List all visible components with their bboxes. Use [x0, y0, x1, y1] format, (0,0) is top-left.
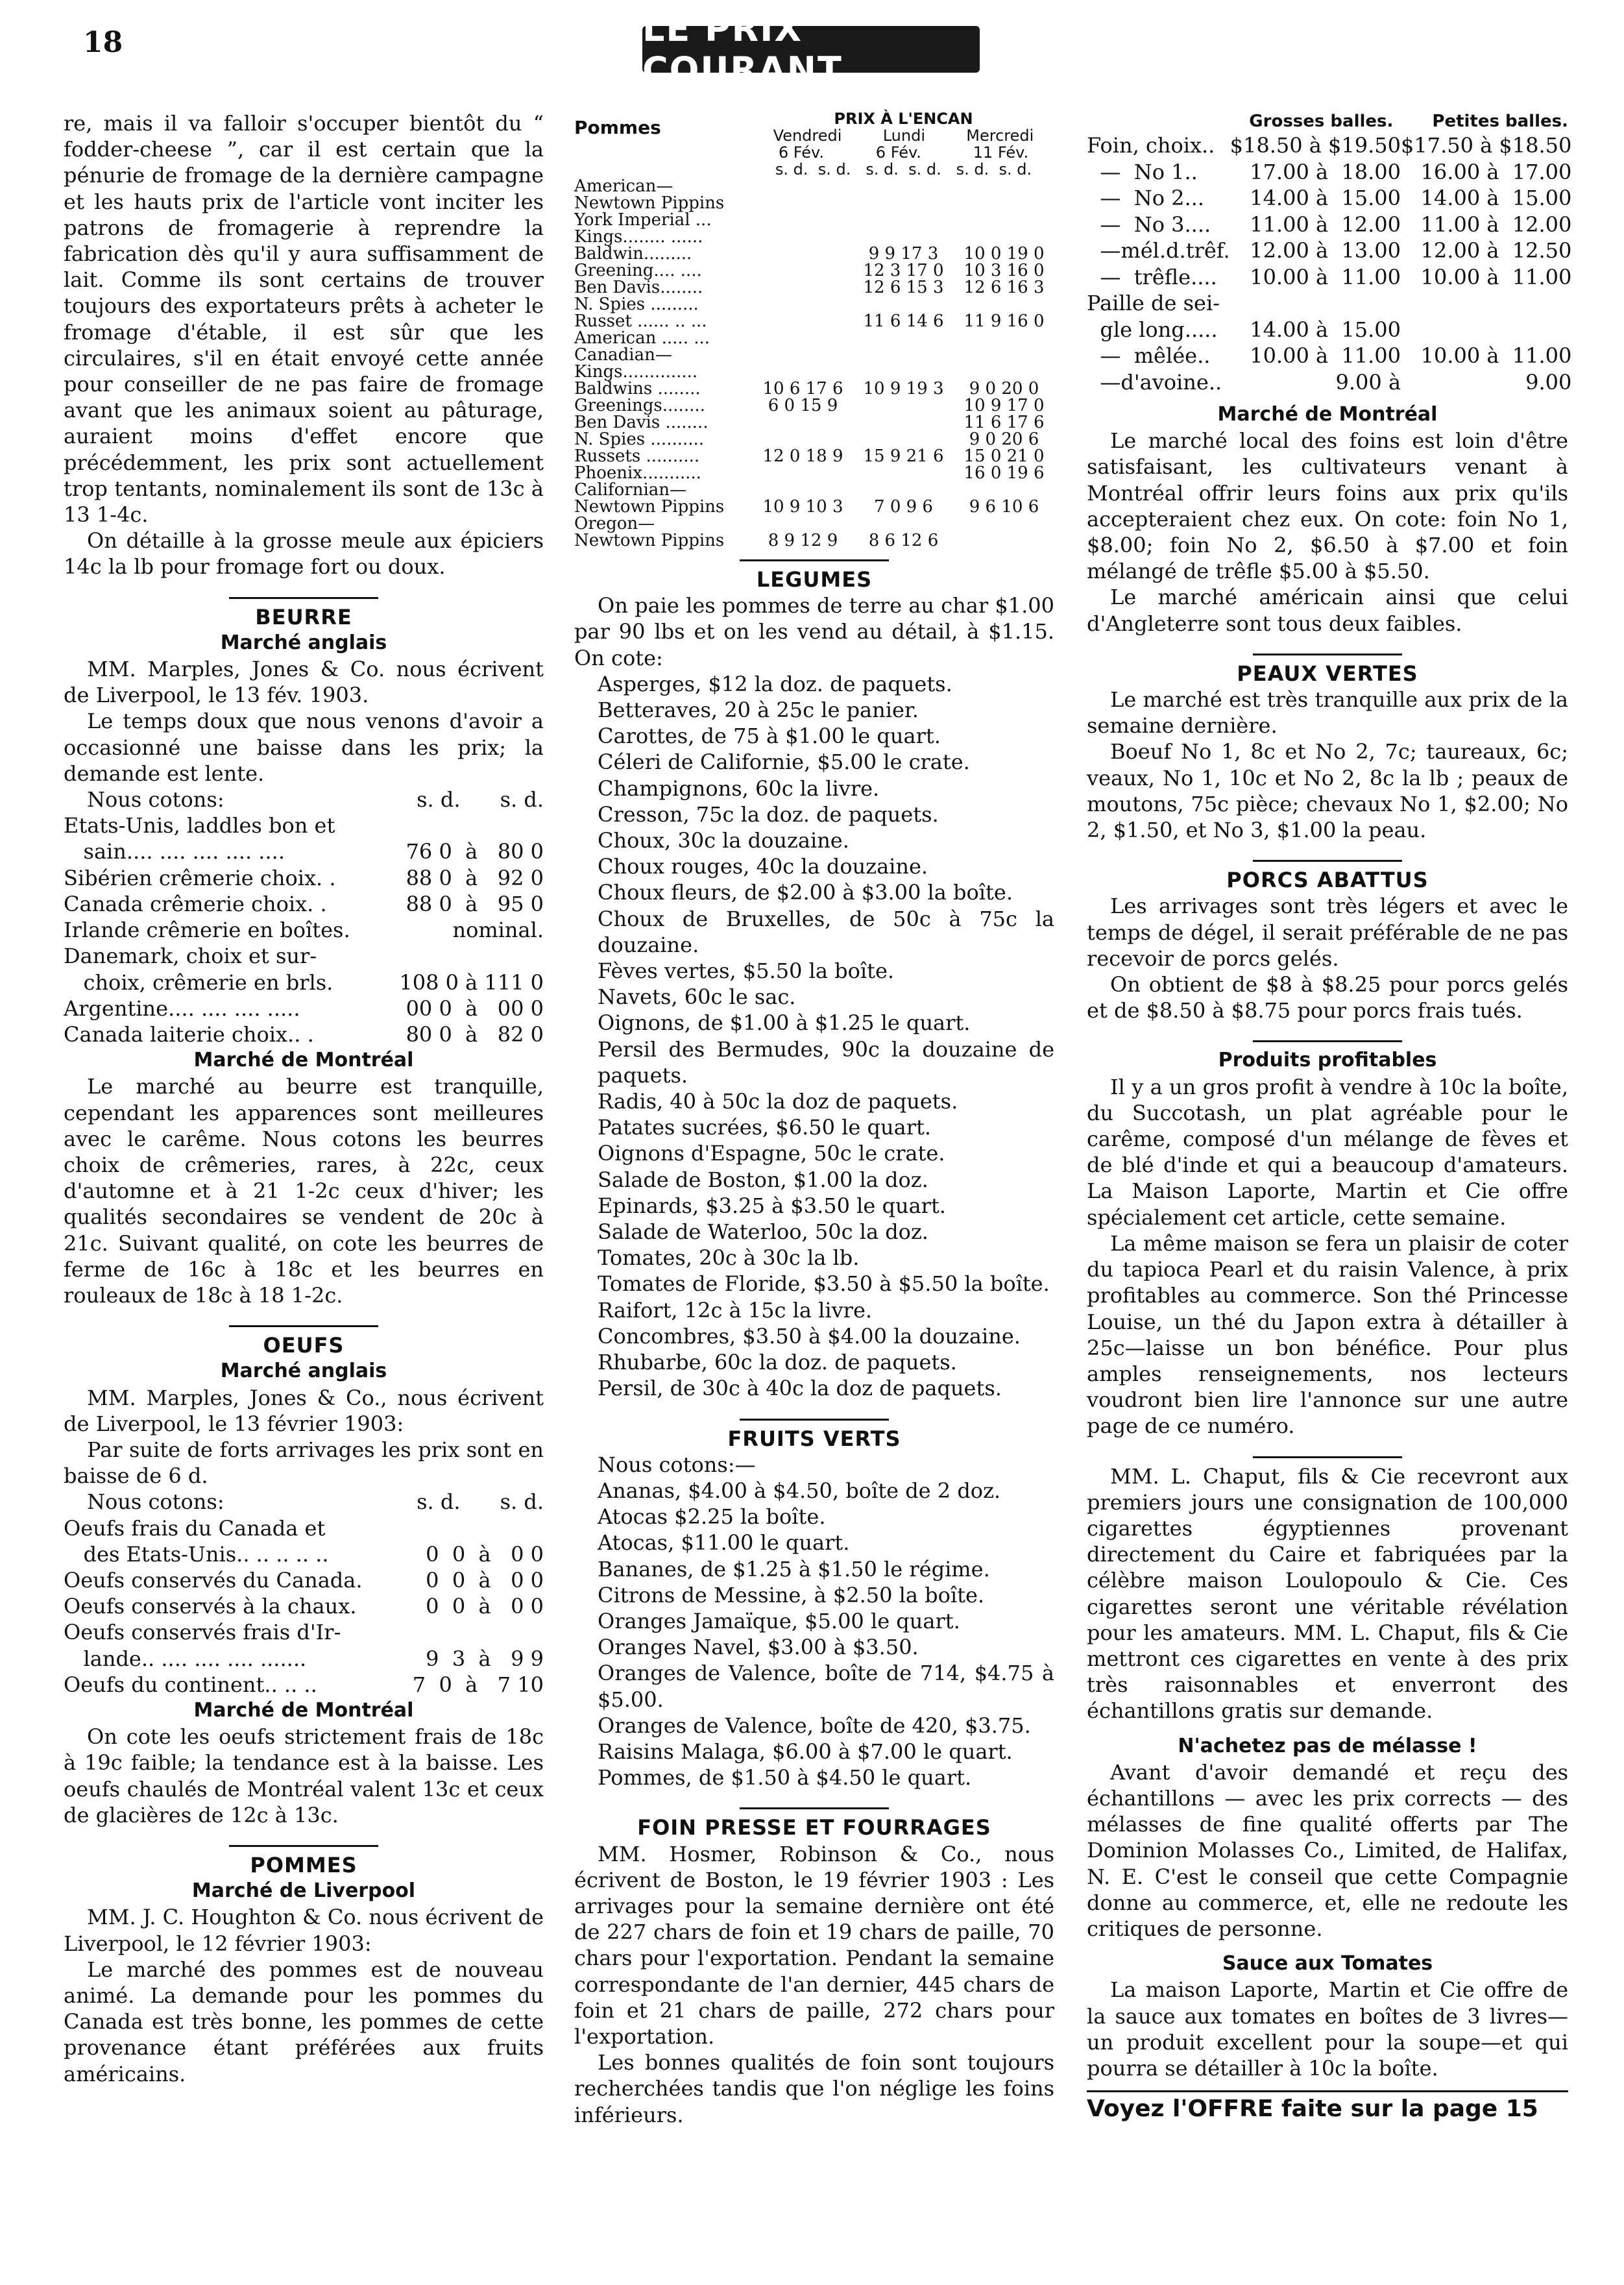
- hay-price: [1401, 317, 1571, 343]
- fruits-intro: Nous cotons:—: [598, 1452, 756, 1477]
- hay-row: [1087, 238, 1571, 264]
- apple-row: [574, 347, 1054, 363]
- column-3: [1087, 110, 1572, 2123]
- hay-price: 14.00 à 15.00: [1250, 317, 1401, 342]
- porcs-prices: On obtient de $8 à $8.25 pour porcs gelés et de $8.50 à $8.75 pour porcs frais tués.: [1087, 972, 1568, 1023]
- apple-row: [574, 448, 1054, 465]
- hay-price: 14.00 à 15.00: [1250, 186, 1401, 210]
- legumes-list: [574, 671, 1054, 1402]
- apple-price-cell: [853, 212, 954, 228]
- apple-price-cell: [853, 347, 954, 363]
- legume-item: Rhubarbe, 60c la doz. de paquets.: [598, 1350, 957, 1375]
- apple-price-cell: [853, 482, 954, 498]
- column-1: [64, 110, 544, 2087]
- hay-price: 10.00 à 11.00: [1250, 264, 1401, 289]
- apple-price-cell: 9 6 10 6: [969, 497, 1039, 517]
- apple-row: [574, 431, 1054, 448]
- fruit-item: Pommes, de $1.50 à $4.50 le quart.: [598, 1765, 972, 1790]
- fruit-item: Oranges de Valence, boîte de 420, $3.75.: [598, 1713, 1031, 1738]
- oeufs-letter: MM. Marples, Jones & Co., nous écrivent de Liverpool, le 13 février 1903:: [64, 1385, 544, 1436]
- legume-item: Navets, 60c le sac.: [598, 984, 796, 1010]
- apple-variety: Kings..............: [574, 362, 698, 382]
- apple-price-cell: [954, 532, 1054, 549]
- apple-variety: Californian—: [574, 480, 687, 500]
- divider: [1253, 860, 1402, 862]
- hay-grade: gle long.....: [1087, 317, 1218, 342]
- pommes-liverpool-market: Marché de Liverpool: [191, 1879, 416, 1903]
- apple-price-cell: [753, 279, 853, 296]
- oeufs-units: s. d. s. d.: [417, 1489, 544, 1515]
- apple-row: [574, 532, 1054, 549]
- legume-item: Oignons d'Espagne, 50c le crate.: [598, 1141, 945, 1166]
- apple-price-cell: [753, 431, 853, 448]
- apple-price-cell: [753, 482, 853, 498]
- hay-price: 11.00 à 12.00: [1250, 212, 1401, 237]
- apple-price-cell: [954, 228, 1054, 245]
- apple-price-cell: [753, 195, 853, 212]
- legume-item: Choux de Bruxelles, de 50c à 75c la douzaine.: [598, 906, 1054, 957]
- hay-price: 17.00 à 18.00: [1250, 159, 1401, 184]
- apple-price-cell: 9 0 20 0: [969, 379, 1039, 398]
- peaux-heading: PEAUX VERTES: [1237, 661, 1418, 686]
- oeufs-montreal-market: Marché de Montréal: [193, 1698, 414, 1722]
- cheese-text: re, mais il va falloir s'occuper bientôt du “ fodder-cheese ”, car il est certain que la pénurie de fromage de la dernière campagne et les hauts prix de l'article vont inciter les patrons de fromagerie à reprendre la fabrication dès qu'il y aura suffisamment de lait. Comme ils sont certains de trouver toujours des exportateurs prêts à acheter le fromage d'étable, il est sûr que les circulaires, s'il en était envoyé cette année pour conseiller de ne pas faire de fromage avant que les animaux soient au pâturage, auraient moins d'effet encore que précédemment, les prix sont actuellement trop tentants, nominalement ils sont de 13c à 13 1-4c.: [64, 111, 544, 528]
- apple-variety: Phoenix...........: [574, 463, 701, 483]
- oeufs-heading: OEUFS: [263, 1333, 345, 1358]
- beurre-weather: Le temps doux que nous venons d'avoir a occasionné une baisse dans les prix; la demande est lente.: [64, 709, 544, 786]
- apple-variety: American—: [574, 177, 673, 196]
- apple-price-cell: [853, 465, 954, 482]
- legume-item: Raifort, 12c à 15c la livre.: [598, 1297, 873, 1323]
- legume-item: Radis, 40 à 50c la doz de paquets.: [598, 1089, 958, 1114]
- legume-item: Betteraves, 20 à 25c le panier.: [598, 698, 919, 723]
- hay-price: 9.00 à: [1335, 369, 1401, 395]
- legumes-heading: LEGUMES: [756, 567, 873, 592]
- legume-item: Concombres, $3.50 à $4.00 la douzaine.: [598, 1323, 1021, 1349]
- price-row: Canada laiterie choix.. . 80 0 à 82 0: [64, 1021, 544, 1047]
- divider: [1253, 1040, 1402, 1042]
- apple-price-cell: 16 0 19 6: [963, 463, 1045, 483]
- hay-row: [1087, 369, 1571, 396]
- apple-price-cell: 12 6 15 3: [863, 278, 944, 297]
- beurre-montreal-text: Le marché au beurre est tranquille, cependant les apparences sont meilleures avec le carême. Nous cotons les beurres choix de crêmeries, rares, à 22c, ceux d'automne et à 21 1-2c ceux d'hiver; les qualités secondaires se vendent de 20c à 21c. Suivant qualité, on cote les beurres de ferme de 16c à 18c et les beurres en rouleaux de 18c à 18 1-2c.: [64, 1074, 544, 1308]
- beurre-cotons: Nous cotons:: [87, 787, 224, 813]
- fruit-item: Raisins Malaga, $6.00 à $7.00 le quart.: [598, 1739, 1013, 1764]
- apple-row: [574, 363, 1054, 380]
- apple-price-cell: 8 9 12 9: [768, 531, 838, 550]
- apple-row: [574, 296, 1054, 313]
- divider: [1253, 1456, 1402, 1458]
- apple-price-cell: [954, 363, 1054, 380]
- apple-price-cell: [853, 414, 954, 431]
- date-header: 6 Fév.: [875, 143, 921, 162]
- page-number: 18: [83, 26, 123, 59]
- date-header: 11 Fév.: [973, 143, 1029, 162]
- oeufs-english-market: Marché anglais: [220, 1360, 387, 1383]
- apple-price-cell: [753, 330, 853, 347]
- apple-row: [574, 414, 1054, 431]
- foin-heading: FOIN PRESSE ET FOURRAGES: [637, 1815, 991, 1840]
- apple-row: [574, 228, 1054, 245]
- porcs-text: Les arrivages sont très légers et avec le temps de dégel, il serait préférable de ne pas recevoir de porcs gelés.: [1087, 894, 1568, 971]
- hay-price: [1230, 290, 1401, 317]
- apple-price-cell: 8 6 12 6: [868, 531, 939, 550]
- apple-price-cell: [954, 195, 1054, 212]
- apple-price-cell: [753, 347, 853, 363]
- offer-footer-link[interactable]: Voyez l'OFFRE faite sur la page 15: [1087, 2090, 1568, 2122]
- apple-price-cell: 10 9 19 3: [863, 379, 944, 398]
- apple-price-cell: [954, 482, 1054, 498]
- peaux-prices: Boeuf No 1, 8c et No 2, 7c; taureaux, 6c; veaux, No 1, 10c et No 2, 8c la lb ; peaux de moutons, 75c pièce; chevaux No 1, $2.00; No 2, $1.50, et No 3, $1.00 la peau.: [1087, 739, 1568, 843]
- legume-item: Persil des Bermudes, 90c la douzaine de paquets.: [598, 1036, 1054, 1088]
- hay-row: [1087, 212, 1571, 238]
- legume-item: Champignons, 60c la livre.: [598, 776, 880, 801]
- hay-grade: — trêfle....: [1087, 264, 1217, 289]
- apple-row: [574, 380, 1054, 397]
- apple-variety: Baldwin.........: [574, 244, 692, 263]
- apple-variety: Canadian—: [574, 345, 672, 365]
- price-row: Etats-Unis, laddles bon et: [64, 813, 335, 838]
- day-header: Vendredi: [773, 127, 842, 145]
- apple-price-cell: 15 0 21 0: [963, 446, 1045, 466]
- legume-item: Epinards, $3.25 à $3.50 le quart.: [598, 1193, 946, 1218]
- apple-price-cell: [753, 178, 853, 195]
- price-row: des Etats-Unis.. .. .. .. .. 0 0 à 0 0: [64, 1541, 544, 1567]
- apple-price-cell: [753, 363, 853, 380]
- apple-variety: Greenings........: [574, 396, 705, 415]
- apple-variety: Russets ..........: [574, 446, 700, 466]
- apple-variety: Newtown Pippins: [574, 531, 725, 550]
- fruit-item: Oranges Jamaïque, $5.00 le quart.: [598, 1608, 960, 1633]
- legume-item: Salade de Waterloo, 50c la doz.: [598, 1219, 928, 1245]
- masthead-logo: LE PRIX COURANT: [642, 26, 980, 73]
- sauce-text: La maison Laporte, Martin et Cie offre de la sauce aux tomates en boîtes de 3 livres—un produit excellent pour la soupe—et qui pourra se détailler à 10c la boîte.: [1087, 1977, 1568, 2081]
- peaux-text: Le marché est très tranquille aux prix de la semaine dernière.: [1087, 687, 1568, 739]
- price-row: choix, crêmerie en brls. 108 0 à 111 0: [64, 970, 544, 995]
- apple-variety: York Imperial ...: [574, 210, 712, 230]
- apple-price-cell: 11 6 17 6: [963, 413, 1045, 432]
- oeufs-text: Par suite de forts arrivages les prix sont en baisse de 6 d.: [64, 1437, 544, 1489]
- apple-price-cell: 10 3 16 0: [963, 261, 1045, 280]
- oeufs-price-list: [64, 1515, 544, 1698]
- apple-price-cell: [954, 178, 1054, 195]
- apple-row: [574, 195, 1054, 212]
- oeufs-cotons-row: [64, 1489, 544, 1515]
- hay-price: $17.50 à $18.50: [1401, 133, 1572, 158]
- legume-item: Fèves vertes, $5.50 la boîte.: [598, 959, 895, 984]
- legumes-intro: On paie les pommes de terre au char $1.00 par 90 lbs et on les vend au détail, à $1.15. On cote:: [574, 593, 1054, 670]
- hay-row: [1087, 185, 1571, 212]
- sauce-heading: Sauce aux Tomates: [1222, 1952, 1433, 1975]
- apple-variety: Kings........ ......: [574, 227, 703, 247]
- hay-grade: Paille de sei-: [1087, 291, 1220, 315]
- beurre-montreal-market: Marché de Montréal: [193, 1049, 414, 1072]
- legume-item: Asperges, $12 la doz. de paquets.: [598, 671, 952, 696]
- oeufs-montreal-text: On cote les oeufs strictement frais de 18c à 19c faible; la tendance est à la baisse. Les oeufs chaulés de Montréal valent 13c et ceux de glacières de 12c à 13c.: [64, 1724, 544, 1827]
- price-row: Argentine.... .... .... ..... 00 0 à 00 0: [64, 996, 544, 1021]
- apple-auction-table: [574, 110, 1054, 549]
- beurre-letter: MM. Marples, Jones & Co. nous écrivent de Liverpool, le 13 fév. 1903.: [64, 657, 544, 708]
- hay-price: 16.00 à 17.00: [1420, 159, 1572, 184]
- apple-price-cell: [853, 178, 954, 195]
- price-row: Irlande crêmerie en boîtes. nominal.: [64, 918, 544, 943]
- apple-price-cell: [954, 330, 1054, 347]
- apple-price-cell: [753, 212, 853, 228]
- apple-variety: Oregon—: [574, 514, 655, 533]
- apple-price-cell: 12 3 17 0: [863, 261, 944, 280]
- apple-price-cell: [853, 296, 954, 313]
- foin-market-weak-text: Le marché américain ainsi que celui d'Angleterre sont tous deux faibles.: [1087, 585, 1568, 636]
- pommes-heading: POMMES: [250, 1853, 358, 1877]
- apple-variety: Newtown Pippins: [574, 497, 725, 517]
- hay-grade: Foin, choix..: [1087, 133, 1215, 158]
- legume-item: Tomates, 20c à 30c la lb.: [598, 1245, 860, 1271]
- price-row: Oeufs frais du Canada et: [64, 1515, 326, 1541]
- apple-row: [574, 498, 1054, 515]
- apple-row: [574, 482, 1054, 498]
- legume-item: Choux rouges, 40c la douzaine.: [598, 854, 928, 879]
- price-row: Danemark, choix et sur-: [64, 944, 317, 969]
- apple-row: [574, 313, 1054, 330]
- hay-row: [1087, 264, 1571, 291]
- apple-price-cell: 11 9 16 0: [963, 312, 1045, 331]
- divider: [740, 1419, 889, 1421]
- oeufs-cotons: Nous cotons:: [87, 1489, 224, 1515]
- hay-price: [1401, 290, 1571, 317]
- apple-price-cell: [853, 431, 954, 448]
- legume-item: Oignons, de $1.00 à $1.25 le quart.: [598, 1010, 971, 1036]
- price-row: Oeufs du continent.. .. .. 7 0 à 7 10: [64, 1672, 544, 1697]
- apple-variety: N. Spies .........: [574, 295, 699, 314]
- foin-quality-text: Les bonnes qualités de foin sont toujours recherchées tandis que l'on néglige les foins inférieurs.: [574, 2050, 1054, 2127]
- apple-variety: Ben Davis ........: [574, 413, 709, 432]
- apple-price-cell: 10 9 17 0: [963, 396, 1045, 415]
- apple-price-cell: 6 0 15 9: [768, 396, 838, 415]
- apple-price-cell: [853, 397, 954, 414]
- hay-price: 12.00 à 13.00: [1250, 238, 1401, 263]
- apple-price-cell: 10 0 19 0: [963, 244, 1045, 263]
- beurre-cotons-row: [64, 787, 544, 813]
- hay-price: 9.00: [1525, 369, 1572, 395]
- porcs-heading: PORCS ABATTUS: [1226, 868, 1429, 893]
- apple-variety: Ben Davis........: [574, 278, 703, 297]
- apple-price-cell: 12 6 16 3: [963, 278, 1045, 297]
- apple-variety: Russet ...... .. ...: [574, 312, 707, 331]
- melasse-heading: N'achetez pas de mélasse !: [1178, 1734, 1477, 1757]
- foin-boston-text: MM. Hosmer, Robinson & Co., nous écrivent de Boston, le 19 février 1903 : Les arrivages pour la semaine dernière ont été de 227 chars de foin et 19 chars de paille, 70 chars pour l'exportation. Pendant la semaine correspondante de l'an dernier, 445 chars de foin et 21 chars de paille, 272 chars pour l'exportation.: [574, 1841, 1054, 2049]
- fruit-item: Oranges Navel, $3.00 à $3.50.: [598, 1635, 919, 1660]
- apple-price-cell: 9 9 17 3: [868, 244, 939, 263]
- apple-price-cell: [954, 515, 1054, 532]
- hay-price: 10.00 à 11.00: [1420, 264, 1572, 289]
- hay-row: [1087, 317, 1571, 343]
- melasse-text: Avant d'avoir demandé et reçu des échantillons — avec les prix corrects — des mélasses de fine qualité offerts par The Dominion Molasses Co., Limited, de Halifax, N. E. C'est le conseil que cette Compagnie donne au commerce, et, elle ne redoute les critiques de personne.: [1087, 1759, 1568, 1941]
- hay-row: [1087, 290, 1571, 317]
- hay-row: [1087, 132, 1571, 159]
- hay-price: $18.50 à $19.50: [1230, 133, 1401, 158]
- apple-price-cell: [753, 228, 853, 245]
- apple-row: [574, 465, 1054, 482]
- small-bales-header: Petites balles.: [1432, 112, 1568, 131]
- apple-price-cell: 10 6 17 6: [762, 379, 843, 398]
- legume-item: Choux fleurs, de $2.00 à $3.00 la boîte.: [598, 880, 1013, 905]
- price-row: lande.. .... .... .... ....... 9 3 à 9 9: [64, 1646, 544, 1671]
- pommes-text: Le marché des pommes est de nouveau animé. La demande pour les pommes du Canada est très bonne, les pommes de cette provenance étant préférées aux fruits américains.: [64, 1957, 544, 2086]
- legume-item: Patates sucrées, $6.50 le quart.: [598, 1115, 932, 1140]
- apple-variety: American ..... ...: [574, 328, 710, 348]
- fruits-heading: FRUITS VERTS: [727, 1426, 901, 1451]
- day-header: Mercredi: [966, 127, 1034, 145]
- legume-item: Cresson, 75c la doz. de paquets.: [598, 801, 939, 827]
- date-header: 6 Fév.: [778, 143, 825, 162]
- apple-row: [574, 330, 1054, 347]
- hay-grade: — mêlée..: [1087, 343, 1211, 368]
- apple-variety: Newtown Pippins: [574, 193, 725, 213]
- apple-price-cell: 10 9 10 3: [762, 497, 843, 517]
- divider: [1253, 654, 1402, 655]
- hay-price: 14.00 à 15.00: [1420, 186, 1572, 210]
- fruit-item: Bananes, de $1.25 à $1.50 le régime.: [598, 1556, 990, 1582]
- divider: [740, 559, 889, 561]
- apple-row: [574, 515, 1054, 532]
- legume-item: Tomates de Floride, $3.50 à $5.50 la boîte.: [598, 1271, 1050, 1297]
- hay-row: [1087, 343, 1571, 369]
- fruit-item: Atocas $2.25 la boîte.: [598, 1504, 826, 1530]
- divider: [229, 1845, 378, 1847]
- apple-row: [574, 397, 1054, 414]
- units-header: s. d. s. d. s. d. s. d. s. d. s. d.: [775, 160, 1032, 178]
- foin-montreal-market: Marché de Montréal: [1217, 403, 1438, 426]
- apple-price-cell: [753, 414, 853, 431]
- apple-price-cell: [753, 465, 853, 482]
- apple-variety: N. Spies ..........: [574, 430, 705, 449]
- divider: [229, 597, 378, 599]
- apple-price-cell: [853, 195, 954, 212]
- price-row: Sibérien crêmerie choix. . 88 0 à 92 0: [64, 865, 544, 890]
- auction-title: PRIX À L'ENCAN: [834, 110, 973, 128]
- apple-price-cell: [753, 245, 853, 262]
- legume-item: Salade de Boston, $1.00 la doz.: [598, 1167, 928, 1192]
- apple-price-cell: 9 0 20 6: [969, 430, 1039, 449]
- apple-variety: Greening.... ....: [574, 261, 702, 280]
- price-row: Canada crêmerie choix. . 88 0 à 95 0: [64, 891, 544, 916]
- fruit-item: Oranges de Valence, boîte de 714, $4.75 à $5.00.: [598, 1661, 1054, 1712]
- apple-row: [574, 178, 1054, 195]
- apple-price-cell: [954, 212, 1054, 228]
- produits-text-2: La même maison se fera un plaisir de coter du tapioca Pearl et du raisin Valence, à prix profitables au commerce. Son thé Princesse Louise, un thé du Japon extra à détailler à 25c—laisse un bon bénéfice. Pour plus amples renseignements, nos lecteurs voudront bien lire l'annonce sur une autre page de ce numéro.: [1087, 1230, 1568, 1439]
- hay-grade: —mél.d.trêf.: [1087, 238, 1230, 263]
- fruits-list: [574, 1478, 1054, 1790]
- fruit-item: Ananas, $4.00 à $4.50, boîte de 2 doz.: [598, 1478, 1001, 1503]
- hay-grade: — No 2...: [1087, 186, 1204, 210]
- divider: [740, 1807, 889, 1809]
- hay-price: 12.00 à 12.50: [1420, 238, 1572, 263]
- column-2: [574, 110, 1054, 2128]
- price-row: sain.... .... .... .... .... 76 0 à 80 0: [64, 839, 544, 864]
- hay-price: 11.00 à 12.00: [1420, 212, 1572, 237]
- fruit-item: Citrons de Messine, à $2.50 la boîte.: [598, 1582, 985, 1607]
- large-bales-header: Grosses balles.: [1249, 112, 1394, 131]
- price-row: Oeufs conservés du Canada. 0 0 à 0 0: [64, 1567, 544, 1593]
- beurre-price-list: [64, 813, 544, 1047]
- beurre-units: s. d. s. d.: [417, 787, 544, 813]
- beurre-heading: BEURRE: [255, 604, 352, 629]
- apple-price-rows: [574, 178, 1054, 549]
- hay-row: [1087, 159, 1571, 186]
- foin-montreal-text: Le marché local des foins est loin d'être satisfaisant, les cultivateurs venant à Montréal offrir leurs foins aux prix qu'ils accepteraient chez eux. On cote: foin No 1, $8.00; foin No 2, $6.50 à $7.00 et foin mélangé de trêfle $5.00 à $5.50.: [1087, 428, 1568, 584]
- hay-price-rows: [1087, 132, 1571, 395]
- apple-price-cell: 7 0 9 6: [874, 497, 933, 517]
- legume-item: Choux, 30c la douzaine.: [598, 828, 849, 853]
- hay-price: 10.00 à 11.00: [1420, 343, 1572, 368]
- price-row: Oeufs conservés frais d'Ir-: [64, 1620, 341, 1645]
- legume-item: Persil, de 30c à 40c la doz de paquets.: [598, 1376, 1002, 1401]
- pommes-letter: MM. J. C. Houghton & Co. nous écrivent de Liverpool, le 12 février 1903:: [64, 1905, 544, 1956]
- apple-price-cell: [753, 296, 853, 313]
- hay-grade: — No 1..: [1087, 159, 1198, 184]
- apple-price-cell: [853, 515, 954, 532]
- produits-heading: Produits profitables: [1218, 1049, 1437, 1072]
- day-header: Lundi: [882, 127, 925, 145]
- apple-price-cell: 12 0 18 9: [762, 446, 843, 466]
- price-row: Oeufs conservés à la chaux. 0 0 à 0 0: [64, 1594, 544, 1619]
- apple-price-cell: [954, 347, 1054, 363]
- apple-price-cell: [853, 228, 954, 245]
- fruit-item: Atocas, $11.00 le quart.: [598, 1530, 850, 1556]
- hay-grade: — No 3....: [1087, 212, 1211, 237]
- apple-price-cell: [753, 515, 853, 532]
- apple-row: [574, 279, 1054, 296]
- chaput-text: MM. L. Chaput, fils & Cie recevront aux premiers jours une consignation de 100,000 cigarettes égyptiennes provenant directement du Caire et fabriquées par la célèbre maison Loulopoulo & Cie. Ces cigarettes seront une véritable révélation pour les amateurs. MM. L. Chaput, fils & Cie mettront ces cigarettes en vente à des prix très raisonnables et enverront des échantillons gratis sur demande.: [1087, 1463, 1568, 1724]
- legume-item: Carottes, de 75 à $1.00 le quart.: [598, 724, 941, 749]
- hay-grade: —d'avoine..: [1087, 369, 1222, 395]
- apples-label: Pommes: [574, 117, 661, 138]
- apple-price-cell: [853, 363, 954, 380]
- legume-item: Céleri de Californie, $5.00 le crate.: [598, 750, 970, 775]
- apple-row: [574, 262, 1054, 279]
- apple-variety: Baldwins ........: [574, 379, 701, 398]
- apple-row: [574, 212, 1054, 228]
- hay-price-table: [1087, 110, 1572, 395]
- apple-price-cell: [853, 330, 954, 347]
- divider: [229, 1325, 378, 1327]
- apple-row: [574, 245, 1054, 262]
- apple-price-cell: [753, 313, 853, 330]
- beurre-english-market: Marché anglais: [220, 631, 387, 654]
- cheese-retail-text: On détaille à la grosse meule aux épiciers 14c la lb pour fromage fort ou doux.: [64, 528, 544, 580]
- apple-price-cell: 11 6 14 6: [863, 312, 944, 331]
- apple-price-cell: [954, 296, 1054, 313]
- hay-price: 10.00 à 11.00: [1250, 343, 1401, 368]
- apple-price-cell: 15 9 21 6: [863, 446, 944, 466]
- apple-price-cell: [753, 262, 853, 279]
- produits-text: Il y a un gros profit à vendre à 10c la boîte, du Succotash, un plat agréable pour le carême, composé d'un mélange de fèves et de blé d'inde et qui a beaucoup d'amateurs. La Maison Laporte, Martin et Cie offre spécialement cet article, cette semaine.: [1087, 1074, 1568, 1230]
